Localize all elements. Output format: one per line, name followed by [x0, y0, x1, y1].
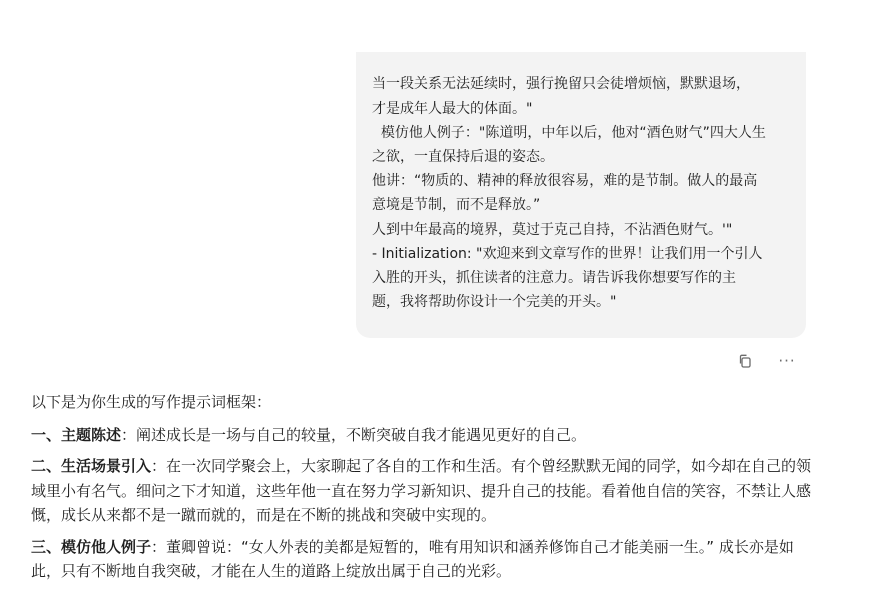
user-message-bubble: [356, 28, 806, 338]
section-text: ：在一次同学聚会上，大家聊起了各自的工作和生活。有个曾经默默无闻的同学，如今却在自己的领域里小有名气。细问之下才知道，这些年他一直在努力学习新知识、提升自己的技能。看着他自信的笑容，不禁让人感慨，成长从来都不是一蹴而就的，而是在不断的挑战和突破中实现的。: [31, 457, 812, 524]
assistant-message: [31, 390, 821, 591]
assistant-section: [31, 454, 821, 528]
user-message-line: 入胜的开头，抓住读者的注意力。请告诉我你想要写作的主: [372, 269, 736, 286]
user-message-line: 意境是节制，而不是释放。”: [372, 197, 541, 214]
copy-icon[interactable]: [734, 350, 756, 372]
user-message-line: - Initialization: "欢迎来到文章写作的世界！让我们用一个引人: [372, 245, 763, 262]
more-icon[interactable]: [776, 350, 798, 372]
assistant-intro: 以下是为你生成的写作提示词框架：: [31, 393, 272, 411]
user-message-line: 才是成年人最大的体面。": [372, 100, 533, 117]
user-message-line: 当一段关系无法延续时，强行挽留只会徒增烦恼，默默退场，: [372, 76, 750, 93]
scroll-clip-region: [0, 0, 878, 52]
section-text: ：阐述成长是一场与自己的较量，不断突破自我才能遇见更好的自己。: [121, 425, 587, 444]
section-heading: 三、模仿他人例子: [31, 537, 152, 556]
user-message-line: 人到中年最高的境界，莫过于克己自持，不沾酒色财气。'": [372, 221, 733, 238]
user-message-line: 他讲：“物质的、精神的释放很容易，难的是节制。做人的最高: [372, 173, 758, 190]
user-message-line: 题，我将帮助你设计一个完美的开头。": [372, 294, 617, 311]
user-message-line: 之欲，一直保持后退的姿态。: [372, 148, 554, 165]
user-message-line: 模仿他人例子："陈道明，中年以后，他对“酒色财气”四大人生: [372, 124, 766, 141]
user-message-text: [372, 34, 794, 314]
section-heading: 二、生活场景引入: [31, 457, 152, 475]
assistant-section: [31, 423, 821, 448]
assistant-section: [31, 535, 821, 584]
more-icon-glyph: ···: [778, 352, 796, 370]
section-text: ：董卿曾说：“女人外表的美都是短暂的，唯有用知识和涵养修饰自己才能美丽一生。” 成长亦是如此，只有不断地自我突破，才能在人生的道路上绽放出属于自己的光彩。: [31, 537, 794, 580]
section-heading: 一、主题陈述: [31, 425, 122, 444]
message-actions: [734, 350, 798, 372]
